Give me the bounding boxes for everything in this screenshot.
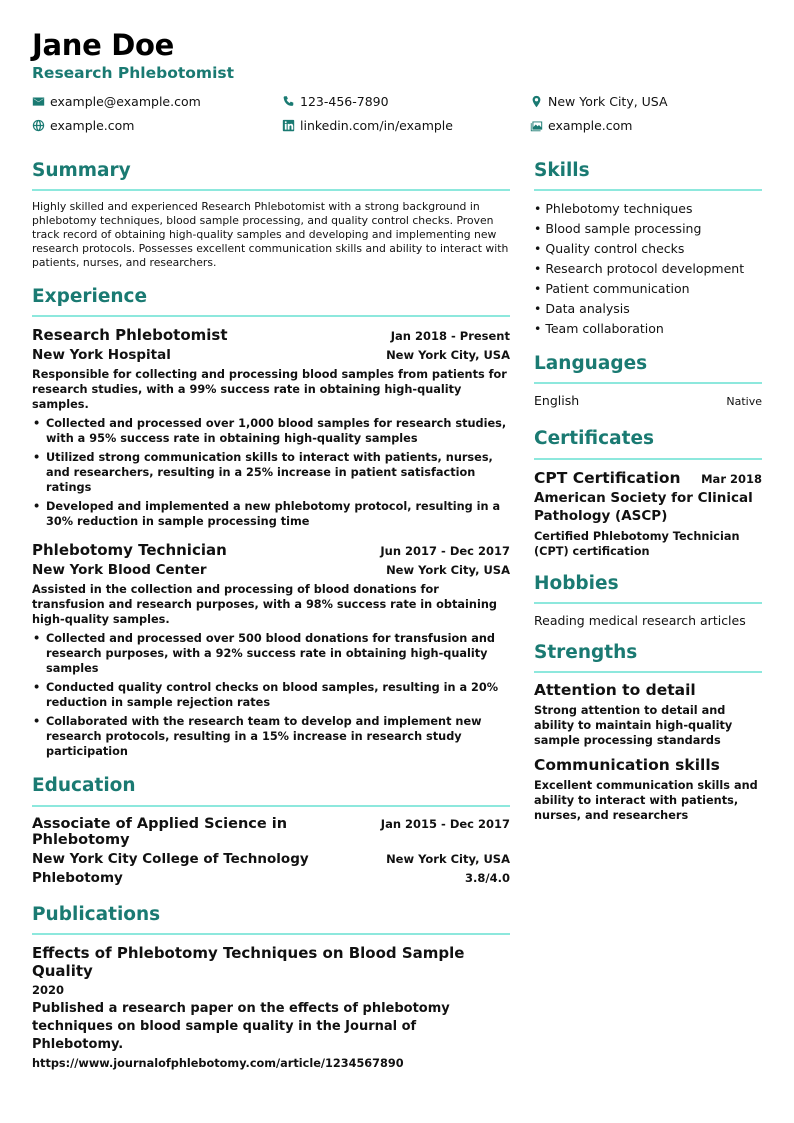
language-level: Native	[726, 395, 762, 409]
job-location: New York City, USA	[386, 348, 510, 363]
education-date: Jan 2015 - Dec 2017	[380, 816, 510, 831]
publications-heading: Publications	[32, 904, 510, 935]
email-icon	[32, 95, 45, 108]
strength-description: Excellent communication skills and ability to interact with patients, nurses, and researchers	[534, 778, 758, 822]
portfolio-text: example.com	[548, 117, 633, 133]
school-location: New York City, USA	[386, 851, 510, 866]
list-item: • Blood sample processing	[534, 219, 762, 239]
candidate-name: Jane Doe	[32, 28, 175, 62]
job-entry	[32, 541, 510, 759]
certificates-section	[534, 428, 762, 558]
list-item: • Patient communication	[534, 279, 762, 299]
summary-text: Highly skilled and experienced Research Phlebotomist with a strong background in phlebotomy techniques, blood sample processing, and quality control checks. Proven track record of obtaining high-quality samples and developing and implementing new research protocols. Possesses excellent communication skills and ability to interact with patients, nurses, and researchers.	[32, 200, 509, 270]
contact-location	[530, 94, 668, 109]
candidate-role: Research Phlebotomist	[32, 63, 235, 82]
job-entry	[32, 326, 510, 529]
strengths-heading: Strengths	[534, 642, 762, 673]
website-text: example.com	[50, 117, 135, 133]
contact-info	[32, 88, 762, 136]
skills-section	[534, 160, 762, 339]
map-pin-icon	[530, 95, 543, 108]
hobby-item: Reading medical research articles	[534, 612, 746, 628]
job-company: New York Blood Center	[32, 562, 207, 579]
linkedin-text: linkedin.com/in/example	[300, 117, 453, 133]
languages-section	[534, 353, 762, 408]
right-column	[534, 160, 762, 823]
list-item: • Data analysis	[534, 299, 762, 319]
education-section	[32, 775, 510, 885]
contact-linkedin[interactable]	[282, 118, 453, 133]
location-text: New York City, USA	[548, 93, 668, 109]
publication-link[interactable]: https://www.journalofphlebotomy.com/article/1234567890	[32, 1056, 404, 1070]
certificate-name: CPT Certification	[534, 468, 681, 487]
skills-list	[534, 199, 762, 339]
list-item: • Collected and processed over 500 blood donations for transfusion and research purposes, with a 92% success rate in obtaining high-quality samples	[32, 631, 510, 676]
job-company: New York Hospital	[32, 347, 171, 364]
list-item: • Team collaboration	[534, 319, 762, 339]
phone-icon	[282, 95, 295, 108]
linkedin-icon	[282, 119, 295, 132]
publication-year: 2020	[32, 982, 65, 997]
language-name: English	[534, 393, 580, 409]
field-of-study: Phlebotomy	[32, 869, 123, 886]
list-item: • Collected and processed over 1,000 blood samples for research studies, with a 95% success rate in obtaining high-quality samples	[32, 416, 510, 446]
job-description: Assisted in the collection and processing of blood donations for transfusion and research purposes, with a 98% success rate in obtaining high-quality samples.	[32, 583, 497, 627]
phone-text: 123-456-7890	[300, 93, 389, 109]
job-bullets	[32, 631, 510, 759]
school-name: New York City College of Technology	[32, 850, 309, 867]
left-column	[32, 160, 510, 1070]
job-bullets	[32, 416, 510, 529]
experience-heading: Experience	[32, 286, 510, 317]
certificate-description: Certified Phlebotomy Technician (CPT) certification	[534, 529, 740, 558]
list-item: • Developed and implemented a new phlebotomy protocol, resulting in a 30% reduction in sample processing time	[32, 499, 510, 529]
list-item: • Collaborated with the research team to develop and implement new research protocols, resulting in a 15% increase in research study participation	[32, 714, 510, 759]
contact-phone[interactable]	[282, 94, 389, 109]
list-item: • Quality control checks	[534, 239, 762, 259]
list-item: • Utilized strong communication skills to interact with patients, nurses, and researchers, resulting in a 25% increase in patient satisfaction ratings	[32, 450, 510, 495]
resume-page	[32, 28, 762, 1070]
job-description: Responsible for collecting and processing blood samples from patients for research studies, with a 99% success rate in obtaining high-quality samples.	[32, 368, 507, 412]
list-item: • Phlebotomy techniques	[534, 199, 762, 219]
certificate-issuer: American Society for Clinical Pathology (ASCP)	[534, 489, 753, 524]
certificates-heading: Certificates	[534, 428, 762, 459]
globe-icon	[32, 119, 45, 132]
gpa: 3.8/4.0	[465, 870, 510, 885]
summary-heading: Summary	[32, 160, 510, 191]
publication-description: Published a research paper on the effects of phlebotomy techniques on blood sample quality in the Journal of Phlebotomy.	[32, 1000, 450, 1052]
publication-title: Effects of Phlebotomy Techniques on Blood Sample Quality	[32, 943, 465, 980]
publications-section	[32, 904, 510, 1070]
strength-title: Attention to detail	[534, 680, 696, 699]
job-date: Jun 2017 - Dec 2017	[380, 544, 510, 559]
strength-title: Communication skills	[534, 755, 720, 774]
job-date: Jan 2018 - Present	[390, 329, 510, 344]
job-title: Phlebotomy Technician	[32, 541, 227, 560]
list-item: • Conducted quality control checks on blood samples, resulting in a 20% reduction in sample rejection rates	[32, 680, 510, 710]
hobbies-heading: Hobbies	[534, 573, 762, 604]
languages-heading: Languages	[534, 353, 762, 384]
contact-website[interactable]	[32, 118, 134, 133]
contact-email[interactable]	[32, 94, 201, 109]
strength-description: Strong attention to detail and ability to maintain high-quality sample processing standards	[534, 703, 733, 747]
job-location: New York City, USA	[386, 563, 510, 578]
certificate-date: Mar 2018	[701, 471, 762, 486]
hobbies-section	[534, 573, 762, 628]
skills-heading: Skills	[534, 160, 762, 191]
email-text: example@example.com	[50, 93, 201, 109]
education-heading: Education	[32, 775, 510, 806]
degree-title: Associate of Applied Science in Phlebotomy	[32, 815, 288, 848]
job-title: Research Phlebotomist	[32, 326, 228, 345]
list-item: • Research protocol development	[534, 259, 762, 279]
experience-section	[32, 286, 510, 759]
contact-portfolio[interactable]	[530, 118, 632, 133]
summary-section	[32, 160, 510, 270]
portfolio-icon	[530, 119, 543, 132]
strengths-section	[534, 642, 762, 823]
